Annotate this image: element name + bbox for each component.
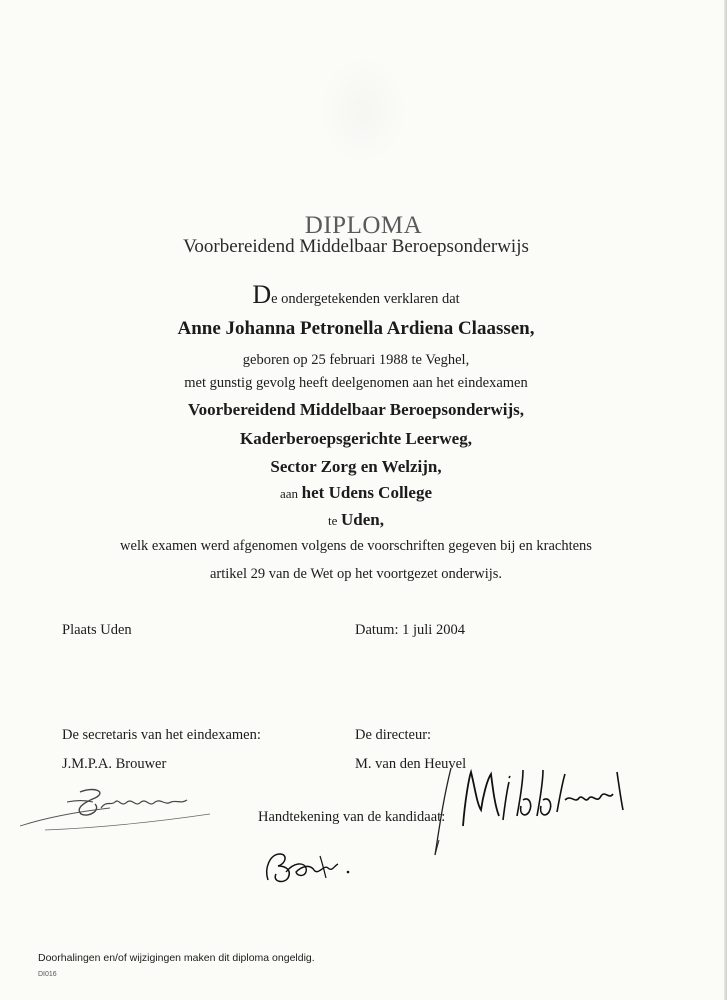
secretary-signature — [15, 778, 215, 838]
intro-text: e ondergetekenden verklaren dat — [271, 291, 460, 307]
school-name: het Udens College — [301, 483, 432, 502]
legal-line-1: welk examen werd afgenomen volgens de voorschriften gegeven bij en krachtens — [120, 538, 592, 554]
form-code: DI016 — [38, 971, 57, 978]
birth-line: geboren op 25 februari 1988 te Veghel, — [242, 352, 470, 368]
city-line — [0, 510, 712, 530]
date-field: Datum: 1 juli 2004 — [355, 622, 465, 638]
participation-line: met gunstig gevolg heeft deelgenomen aan het eindexamen — [184, 375, 528, 391]
place-field: Plaats Uden — [62, 622, 132, 638]
invalidation-notice: Doorhalingen en/of wijzigingen maken dit diploma ongeldig. — [38, 952, 315, 964]
intro-line — [0, 282, 712, 308]
diploma-subtitle: Voorbereidend Middelbaar Beroepsonderwijs — [183, 236, 529, 257]
track-line: Kaderberoepsgerichte Leerweg, — [240, 429, 472, 448]
candidate-name: Anne Johanna Petronella Ardiena Claassen, — [177, 318, 535, 339]
diploma-title: DIPLOMA — [304, 212, 423, 239]
education-line: Voorbereidend Middelbaar Beroepsonderwijs, — [187, 400, 525, 419]
city-prefix: te — [328, 513, 338, 528]
intro-initial: D — [252, 280, 272, 309]
director-label: De directeur: — [355, 727, 432, 743]
legal-line-2: artikel 29 van de Wet op het voortgezet onderwijs. — [209, 566, 503, 582]
sector-line: Sector Zorg en Welzijn, — [270, 457, 442, 476]
director-signature — [425, 760, 640, 860]
secretary-label: De secretaris van het eindexamen: — [62, 727, 261, 743]
secretary-name: J.M.P.A. Brouwer — [62, 756, 167, 772]
school-line — [0, 483, 712, 503]
candidate-signature — [262, 848, 357, 888]
candidate-signature-label: Handtekening van de kandidaat: — [258, 809, 446, 825]
school-prefix: aan — [280, 486, 299, 501]
director-name: M. van den Heuvel — [355, 756, 467, 772]
embossed-seal — [318, 55, 408, 165]
city-name: Uden, — [341, 510, 384, 529]
